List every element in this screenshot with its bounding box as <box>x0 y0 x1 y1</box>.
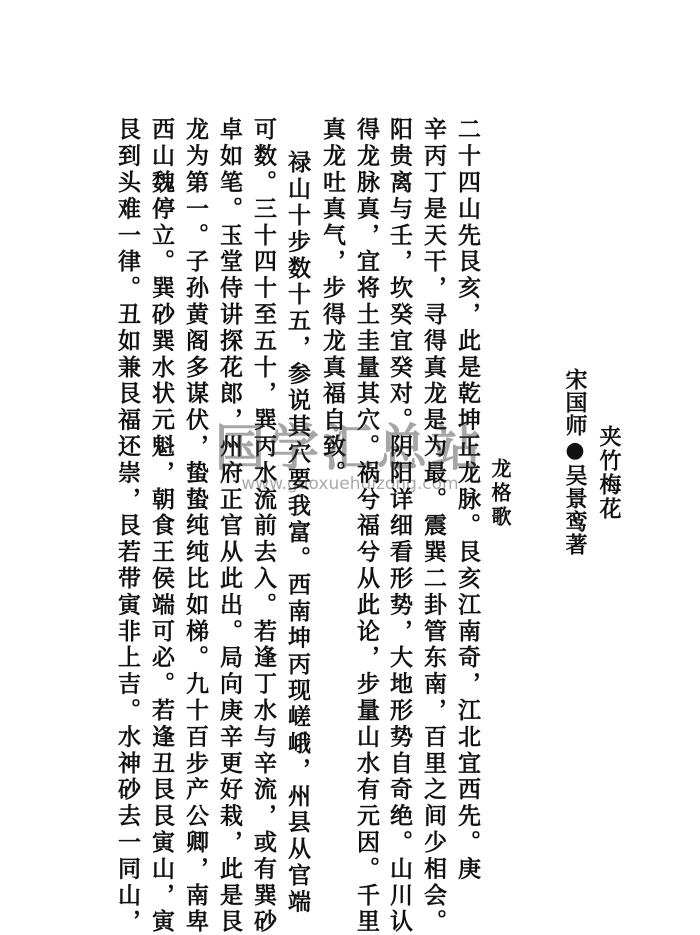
text-column: 二十四山先艮亥，此是乾坤正龙脉。艮亥江南奇，江北宜西先。庚 <box>454 117 481 883</box>
text-column: 可数。三十四十至五十，巽丙水流前去入。若逢丁水与辛流，或有巽砂 <box>250 117 277 935</box>
section-title: 龙格歌 <box>488 458 512 530</box>
author-line: 宋国师●吴景鸾著 <box>562 368 588 556</box>
text-column: 辛丙丁是天干，寻得真龙是为最。震巽二卦管东南，百里之间少相会。 <box>420 117 447 935</box>
text-column: 阳贵离与壬，坎癸宜癸对。阴阳详细看形势，大地形势自奇绝。山川认 <box>386 117 413 935</box>
book-title: 夹竹梅花 <box>596 425 622 521</box>
text-column: 龙为第一。子孙黄阁多谋伏，蛰蛰纯纯比如梯。九十百步产公卿，南卑 <box>182 117 209 935</box>
text-column: 卓如笔。玉堂侍讲探花郎，州府正官从此出。局向庚辛更好栽，此是艮 <box>216 117 243 935</box>
text-column: 得龙脉真，宜将土圭量其穴。祸兮福兮从此论，步量山水有元因。千里 <box>353 117 380 935</box>
text-column: 艮到头难一律。丑如兼艮福还崇，艮若带寅非上吉。水神砂去一同山， <box>114 117 141 935</box>
text-column: 禄山十步数十五，参说其穴要我富。西南坤丙现嵯峨，州县从官端 <box>284 150 311 916</box>
text-column: 真龙吐真气，步得龙真福自致。 <box>319 117 346 487</box>
watermark-url: www.guoxuehuizong.com <box>241 474 459 494</box>
watermark-text: 国学汇总站 <box>215 419 485 477</box>
text-column: 西山魏停立。巽砂巽水状元魁，朝食王侯端可必。若逢丑艮艮寅山，寅 <box>148 117 175 935</box>
